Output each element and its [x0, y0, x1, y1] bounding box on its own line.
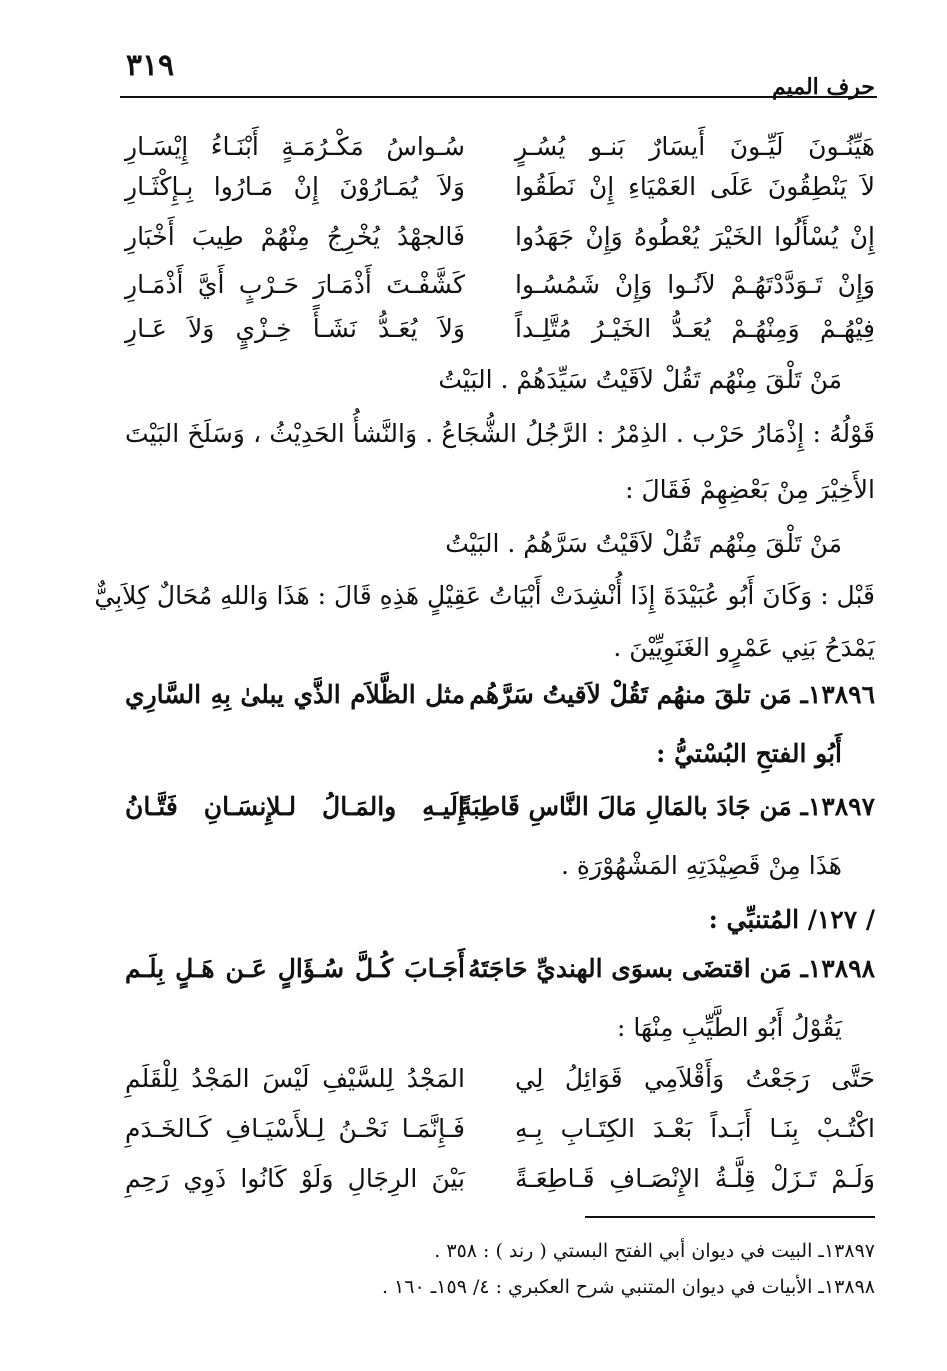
poet-name: / ١٢٧/ المُتنبِّي :	[708, 905, 875, 934]
page-number: ٣١٩	[125, 48, 175, 83]
verse-line	[125, 164, 875, 208]
verse-second-hemistich: كَشَّفْـتَ أَذْمَـارَ حَـرْبٍ أَيَّ أَذْمَـارِ	[125, 269, 465, 299]
verse-first-hemistich: اكْتُـبْ بِنَـا أَبَـداً بَعْـدَ الكِتَـابِ بِـهِ	[515, 1113, 875, 1143]
verse-second-hemistich: أَجَـابَ كُـلَّ سُـؤَالٍ عَـن هَـلٍ بِلَـم	[125, 953, 465, 983]
verse-line	[125, 306, 875, 350]
verse-second-hemistich: وَلاَ يُعَـدُّ نَشَـأً خِـزْيٍ وَلاَ عَـارِ	[125, 313, 465, 343]
verse-second-hemistich: فَـإِنَّمَـا نَحْـنُ لِـلأَسْيَـافِ كَـالخَـدَمِ	[125, 1113, 465, 1143]
verse-first-hemistich: هَيِّنُـونَ لَيِّـونَ أَيسَارٌ بَنـو يُسُـرٍ	[515, 131, 875, 161]
verse-first-hemistich: وَإِنْ تَـوَدَّدْتَهُـمْ لاَنُـوا وَإِنْ شَمُسُـوا	[515, 269, 875, 299]
verse-line	[125, 1106, 875, 1150]
verse-line	[125, 1056, 875, 1100]
poet-name: أَبُو الفتحِ البُسْتيُّ :	[656, 739, 842, 768]
prose-line: يَمْدَحُ بَنِي عَمْرٍو الغَنَوِيِّيْنَ .	[613, 633, 875, 662]
prose-line: مَنْ تَلْقَ مِنْهُم تَقُلْ لاَقَيْتُ سَيِّدَهُمْ . البَيْتُ	[438, 365, 842, 394]
prose-line: قَبْل : وَكَانَ أَبُو عُبَيْدَةَ إِذَا أُنْشِدَتْ أَبْيَاتُ عَقِيْلٍ هَذِهِ قَالَ : هَذَا وَاللهِ مُحَالٌ كِلاَبِيٌّ	[94, 581, 875, 610]
verse-first-hemistich: ١٣٨٩٨ـ مَن اقتضَى بسوَى الهنديِّ حَاجَتَهُ	[468, 953, 875, 983]
prose-line: مَنْ تَلْقَ مِنْهُم تَقُلْ لاَقَيْتُ سَرَّهُمُ . البَيْتُ	[445, 529, 842, 558]
numbered-verse	[125, 784, 875, 828]
prose-line: قَوْلُهُ : إِذْمَارُ حَرْب . الذِمْرُ : الرَّجُلُ الشُّجَاعُ . وَالنَّشأُ الحَدِيْثُ ، وَسَلَخَ البَيْتَ	[125, 419, 875, 448]
footnote: ١٣٨٩٧ـ البيت في ديوان أبي الفتح البستي ( رند ) : ٣٥٨ .	[434, 1240, 875, 1262]
verse-second-hemistich: إِلَيـهِ والمَـالُ لـلإِنسَـانِ فَتَّـانُ	[125, 791, 465, 821]
verse-line	[125, 214, 875, 258]
verse-second-hemistich: وَلاَ يُمَـارُوْنَ إِنْ مَـارُوا بِـإِكْثَـارِ	[125, 171, 465, 201]
verse-line	[125, 262, 875, 306]
numbered-verse	[125, 672, 875, 716]
verse-first-hemistich: ١٣٨٩٧ـ مَن جَادَ بالمَالِ مَالَ النَّاسِ قَاطِبَةً	[459, 791, 875, 821]
verse-second-hemistich: مثل الظَّلاَم الذَّي يبلىٰ بِهِ السَّارِي	[125, 679, 465, 709]
verse-first-hemistich: حَتَّى رَجَعْتُ وَأَقْلاَمِي قَوَائِلُ لِي	[515, 1063, 875, 1093]
verse-line	[125, 1156, 875, 1200]
prose-line: يَقُوْلُ أَبُو الطَّيِّبِ مِنْهَا :	[617, 1013, 842, 1042]
verse-line	[125, 124, 875, 168]
verse-second-hemistich: المَجْدُ لِلسَّيْفِ لَيْسَ المَجْدُ لِلْقَلَمِ	[125, 1063, 465, 1093]
verse-first-hemistich: لاَ يَنْطِقُونَ عَلَى العَمْيَاءِ إِنْ نَطَقُوا	[515, 171, 875, 201]
footnote: ١٣٨٩٨ـ الأبيات في ديوان المتنبي شرح العكبري : ٤/ ١٥٩ـ ١٦٠ .	[381, 1276, 875, 1298]
prose-line: الأَخِيْرَ مِنْ بَعْضِهِمْ فَقَالَ :	[625, 475, 875, 504]
chapter-header: حرف الميم	[771, 74, 875, 100]
header-rule	[120, 96, 877, 98]
verse-second-hemistich: بَيْنَ الرِجَالِ وَلَوْ كَانُوا ذَوِي رَحِمِ	[125, 1163, 465, 1193]
prose-line: هَذَا مِنْ قَصِيْدَتِهِ المَشْهُوْرَةِ .	[561, 851, 842, 880]
verse-first-hemistich: إِنْ يُسْأَلُوا الخَيْرَ يُعْطُوهُ وَإِنْ جَهَدُوا	[515, 221, 875, 251]
verse-second-hemistich: فَالجهْدُ يُخْرِجُ مِنْهُمْ طِيبَ أَخْبَارِ	[125, 221, 465, 251]
verse-first-hemistich: ١٣٨٩٦ـ مَن تلقَ منهُم تَقُلْ لاَقيتُ سَرَّهُم	[469, 679, 875, 709]
verse-first-hemistich: وَلَـمْ تَـزَلْ قِلَّـةُ الإِنْصَـافِ قَـاطِعَـةً	[515, 1163, 875, 1193]
numbered-verse	[125, 946, 875, 990]
footnote-separator	[585, 1216, 875, 1218]
verse-second-hemistich: سُـواسُ مَكْـرُمَـةٍ أَبْنَـاءُ إِيْسَـارِ	[125, 131, 465, 161]
verse-first-hemistich: فِيْهُـمْ وَمِنْهُـمْ يُعَـدُّ الخَيْـرُ مُتَّلِـداً	[515, 313, 875, 343]
